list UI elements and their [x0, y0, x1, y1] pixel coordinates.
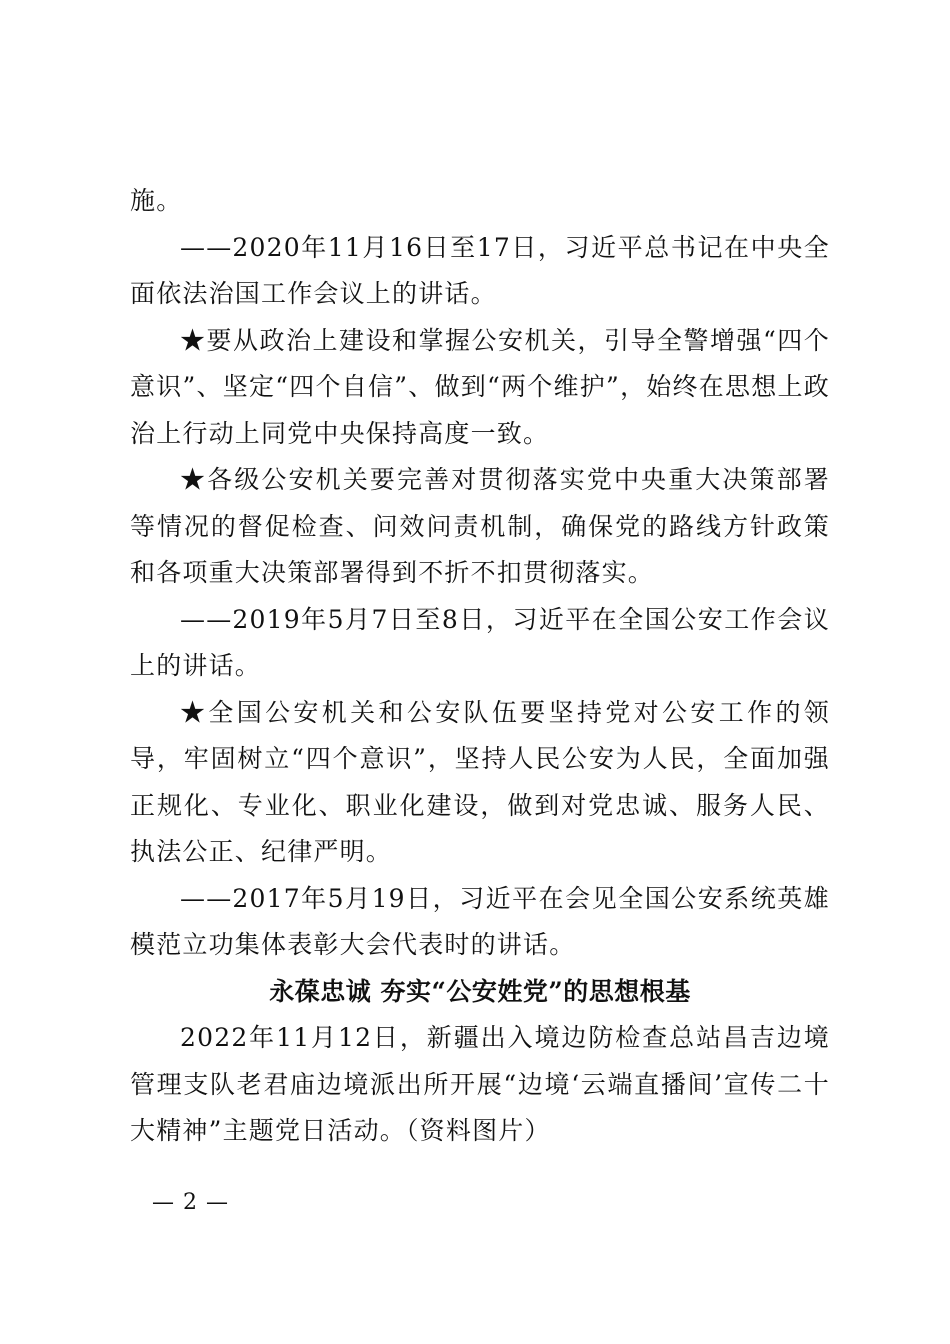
quote-source-2017: ——2017年5月19日，习近平在会见全国公安系统英雄模范立功集体表彰大会代表时的讲话。	[130, 883, 830, 959]
paragraph-continuation: 施。	[130, 186, 183, 215]
document-body	[130, 178, 830, 1155]
photo-caption: 2022年11月12日，新疆出入境边防检查总站昌吉边境管理支队老君庙边境派出所开展“边境‘云端直播间’宣传二十大精神”主题党日活动。（资料图片）	[130, 1023, 830, 1145]
page-number: — 2 —	[152, 1190, 229, 1215]
section-heading: 永葆忠诚 夯实“公安姓党”的思想根基	[269, 976, 691, 1006]
quote-paragraph: ★要从政治上建设和掌握公安机关，引导全警增强“四个意识”、坚定“四个自信”、做到“两个维护”，始终在思想上政治上行动上同党中央保持高度一致。	[130, 325, 830, 448]
quote-paragraph: ★全国公安机关和公安队伍要坚持党对公安工作的领导，牢固树立“四个意识”，坚持人民公安为人民，全面加强正规化、专业化、职业化建设，做到对党忠诚、服务人民、执法公正、纪律严明。	[130, 697, 830, 866]
quote-source-2020: ——2020年11月16日至17日，习近平总书记在中央全面依法治国工作会议上的讲话。	[130, 232, 830, 308]
quote-source-2019: ——2019年5月7日至8日，习近平在全国公安工作会议上的讲话。	[130, 604, 830, 680]
quote-paragraph: ★各级公安机关要完善对贯彻落实党中央重大决策部署等情况的督促检查、问效问责机制，确保党的路线方针政策和各项重大决策部署得到不折不扣贯彻落实。	[130, 465, 830, 587]
